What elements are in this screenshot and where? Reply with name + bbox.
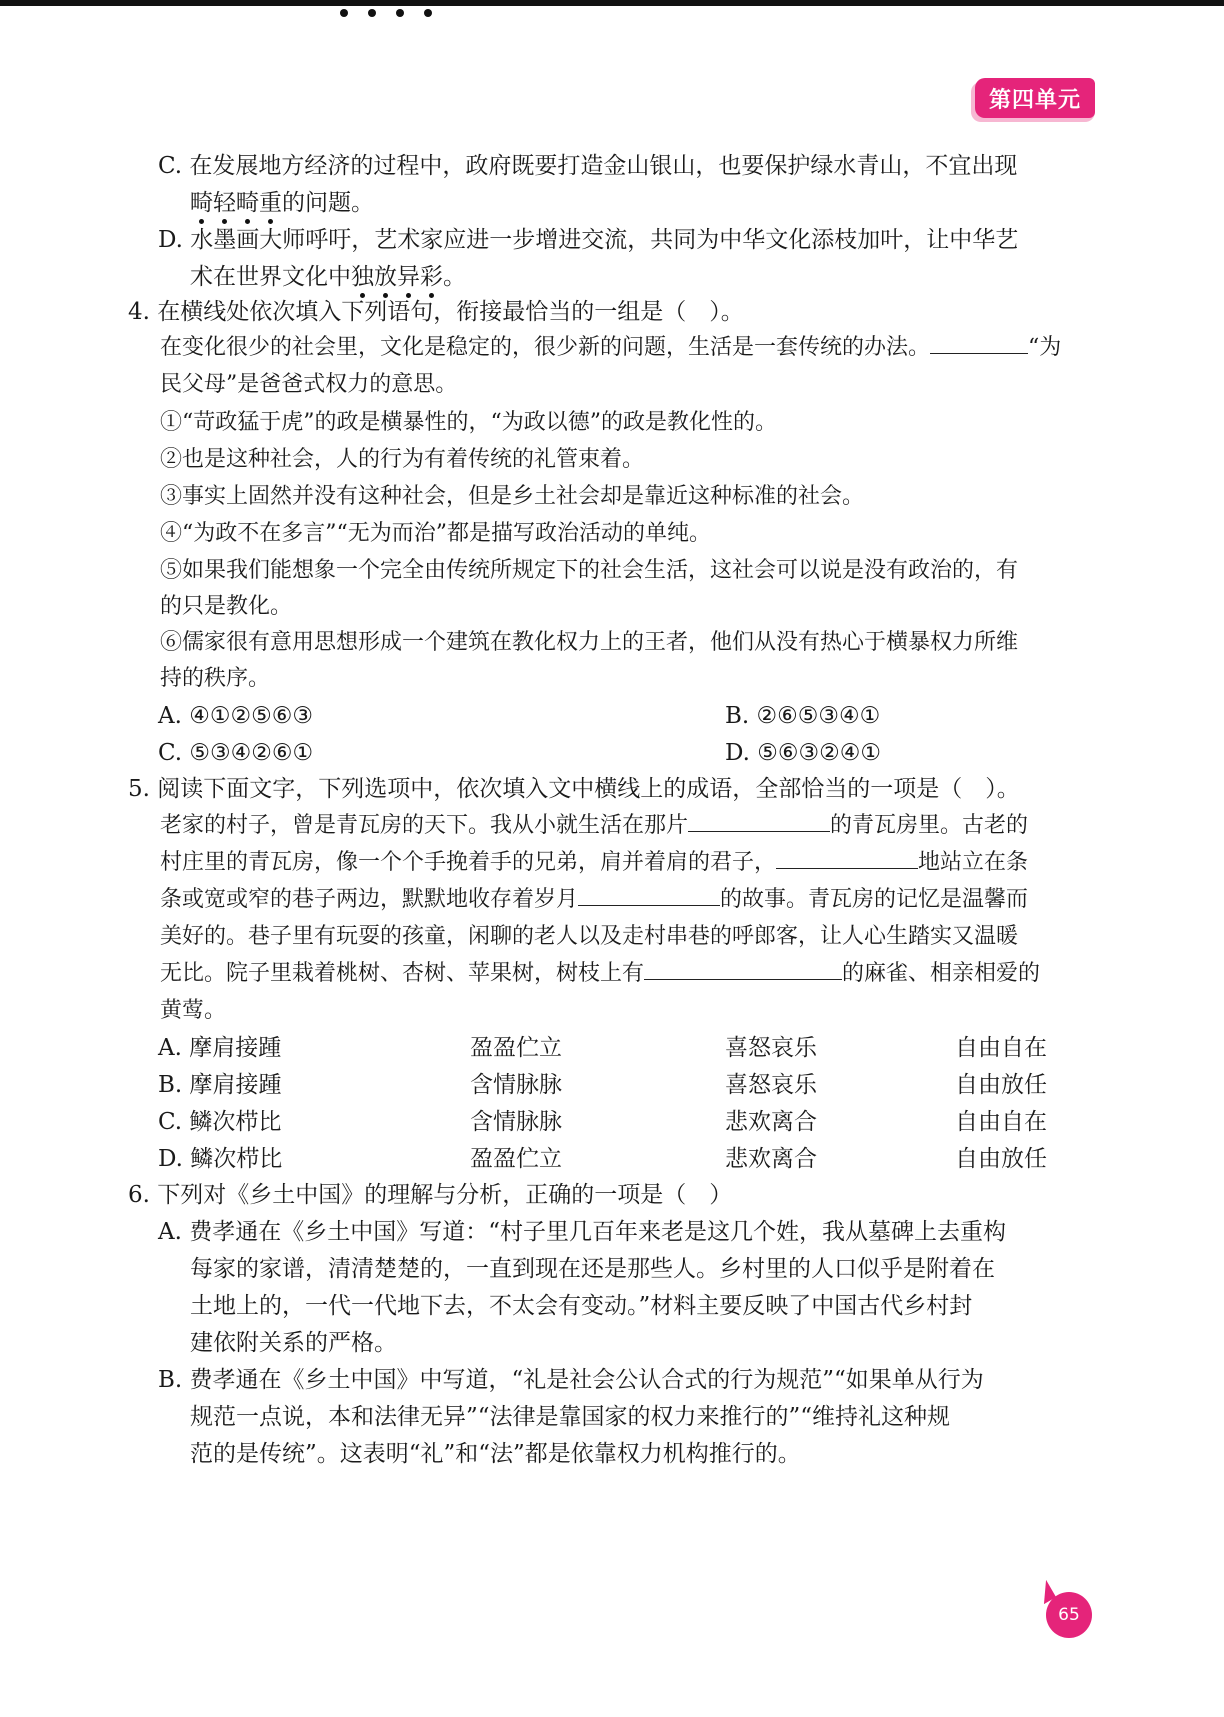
q4-sentence-6-line2: 持的秩序。 — [160, 666, 271, 691]
q4-sentence-5-line2: 的只是教化。 — [160, 594, 293, 619]
text: 的故事。青瓦房的记忆是温馨而 — [720, 887, 1029, 912]
emphasized-char: 放 — [374, 264, 397, 290]
text: 的麻雀、相亲相爱的 — [842, 961, 1041, 986]
text: 的青瓦房里。古老的 — [830, 813, 1029, 838]
text: 村庄里的青瓦房，像一个个手挽着手的兄弟，肩并着肩的君子， — [160, 850, 777, 875]
option-cell: 悲欢离合 — [725, 1109, 817, 1135]
header-dot — [424, 9, 432, 17]
option-cell: 盈盈伫立 — [470, 1146, 562, 1172]
q6-option-b-line1: B. 费孝通在《乡土中国》中写道，“礼是社会公认合式的行为规范”“如果单从行为 — [158, 1367, 984, 1393]
option-cell: 含情脉脉 — [470, 1072, 562, 1098]
unit-badge — [975, 78, 1095, 118]
emphasized-char: 轻 — [213, 190, 236, 216]
q4-sentence-2: ②也是这种社会，人的行为有着传统的礼管束着。 — [160, 447, 645, 472]
q4-passage-line1 — [160, 333, 1061, 363]
q4-sentence-5-line1: ⑤如果我们能想象一个完全由传统所规定下的社会生活，这社会可以说是没有政治的，有 — [160, 558, 1019, 583]
text: 在变化很少的社会里，文化是稳定的，很少新的问题，生活是一套传统的办法。 — [160, 335, 931, 360]
option-cell: C. 鳞次栉比 — [158, 1109, 282, 1135]
option-cell: 喜怒哀乐 — [725, 1035, 817, 1061]
q6-option-a-line1: A. 费孝通在《乡土中国》写道：“村子里几百年来老是这几个姓，我从墓碑上去重构 — [158, 1219, 1006, 1245]
option-cell: A. 摩肩接踵 — [158, 1035, 282, 1061]
emphasized-char: 彩 — [420, 264, 443, 290]
text: 无比。院子里栽着桃树、杏树、苹果树，树枝上有 — [160, 961, 645, 986]
q4-sentence-4: ④“为政不在多言”“无为而治”都是描写政治活动的单纯。 — [160, 521, 711, 546]
emphasized-char: 畸 — [236, 190, 259, 216]
q3-option-c-line1: C. 在发展地方经济的过程中，政府既要打造金山银山，也要保护绿水青山，不宜出现 — [158, 153, 1018, 179]
answer-blank[interactable] — [578, 885, 720, 906]
unit-label: 第四单元 — [988, 87, 1081, 113]
option-cell: 自由放任 — [955, 1146, 1047, 1172]
option-cell: 悲欢离合 — [725, 1146, 817, 1172]
q5-passage-line1 — [160, 811, 1028, 841]
q4-sentence-3: ③事实上固然并没有这种社会，但是乡土社会却是靠近这种标准的社会。 — [160, 484, 865, 509]
q6-option-a-line4: 建依附关系的严格。 — [190, 1330, 397, 1356]
answer-blank[interactable] — [688, 811, 830, 832]
q3-option-d-line1: D. 水墨画大师呼吁，艺术家应进一步增进交流，共同为中华文化添枝加叶，让中华艺 — [158, 227, 1019, 253]
header-dot — [396, 9, 404, 17]
answer-blank[interactable] — [644, 959, 842, 980]
text: 地站立在条 — [918, 850, 1029, 875]
option-cell: 自由自在 — [955, 1035, 1047, 1061]
page-number-badge — [1046, 1592, 1092, 1638]
q4-option-a[interactable]: A. ④①②⑤⑥③ — [158, 703, 313, 729]
answer-blank[interactable] — [930, 333, 1028, 354]
option-cell: 自由放任 — [955, 1072, 1047, 1098]
text: 术在世界文化中 — [190, 264, 351, 290]
option-cell: D. 鳞次栉比 — [158, 1146, 283, 1172]
q4-passage-line2: 民父母”是爸爸式权力的意思。 — [160, 372, 458, 397]
q6-option-a-line3: 土地上的，一代一代地下去，不太会有变动。”材料主要反映了中国古代乡村封 — [190, 1293, 973, 1319]
header-dot — [340, 9, 348, 17]
header-dot — [368, 9, 376, 17]
q3-option-d-line2 — [190, 262, 466, 292]
text: 的问题。 — [282, 190, 374, 216]
emphasized-char: 异 — [397, 264, 420, 290]
q5-passage-line6: 黄莺。 — [160, 998, 227, 1023]
emphasized-char: 畸 — [190, 190, 213, 216]
q4-sentence-6-line1: ⑥儒家很有意用思想形成一个建筑在教化权力上的王者，他们从没有热心于横暴权力所维 — [160, 630, 1019, 655]
text: 老家的村子，曾是青瓦房的天下。我从小就生活在那片 — [160, 813, 689, 838]
answer-blank[interactable] — [776, 848, 918, 869]
q5-passage-line4: 美好的。巷子里有玩耍的孩童，闲聊的老人以及走村串巷的呼郎客，让人心生踏实又温暖 — [160, 924, 1019, 949]
text: 。 — [443, 264, 466, 290]
q3-option-c-line2 — [190, 188, 374, 218]
emphasized-char: 重 — [259, 190, 282, 216]
text: “为 — [1028, 335, 1062, 360]
option-cell: B. 摩肩接踵 — [158, 1072, 282, 1098]
option-cell: 自由自在 — [955, 1109, 1047, 1135]
q4-sentence-1: ①“苛政猛于虎”的政是横暴性的，“为政以德”的政是教化性的。 — [160, 410, 777, 435]
q6-stem: 6. 下列对《乡土中国》的理解与分析，正确的一项是（ ） — [128, 1182, 733, 1208]
q4-stem: 4. 在横线处依次填入下列语句，衔接最恰当的一组是（ ）。 — [128, 299, 744, 325]
emphasized-char: 独 — [351, 264, 374, 290]
top-rule — [0, 0, 1224, 6]
q4-option-d[interactable]: D. ⑤⑥③②④① — [725, 740, 881, 766]
q5-passage-line5 — [160, 959, 1040, 989]
q4-option-b[interactable]: B. ②⑥⑤③④① — [725, 703, 881, 729]
q6-option-b-line2: 规范一点说，本和法律无异”“法律是靠国家的权力来推行的”“维持礼这种规 — [190, 1404, 951, 1430]
option-cell: 盈盈伫立 — [470, 1035, 562, 1061]
q5-passage-line3 — [160, 885, 1028, 915]
page-number: 65 — [1058, 1605, 1080, 1625]
q5-passage-line2 — [160, 848, 1028, 878]
text: 条或宽或窄的巷子两边，默默地收存着岁月 — [160, 887, 579, 912]
q6-option-a-line2: 每家的家谱，清清楚楚的，一直到现在还是那些人。乡村里的人口似乎是附着在 — [190, 1256, 995, 1282]
option-cell: 喜怒哀乐 — [725, 1072, 817, 1098]
q5-stem: 5. 阅读下面文字，下列选项中，依次填入文中横线上的成语，全部恰当的一项是（ ）。 — [128, 776, 1020, 802]
option-cell: 含情脉脉 — [470, 1109, 562, 1135]
q6-option-b-line3: 范的是传统”。这表明“礼”和“法”都是依靠权力机构推行的。 — [190, 1441, 801, 1467]
q4-option-c[interactable]: C. ⑤③④②⑥① — [158, 740, 314, 766]
